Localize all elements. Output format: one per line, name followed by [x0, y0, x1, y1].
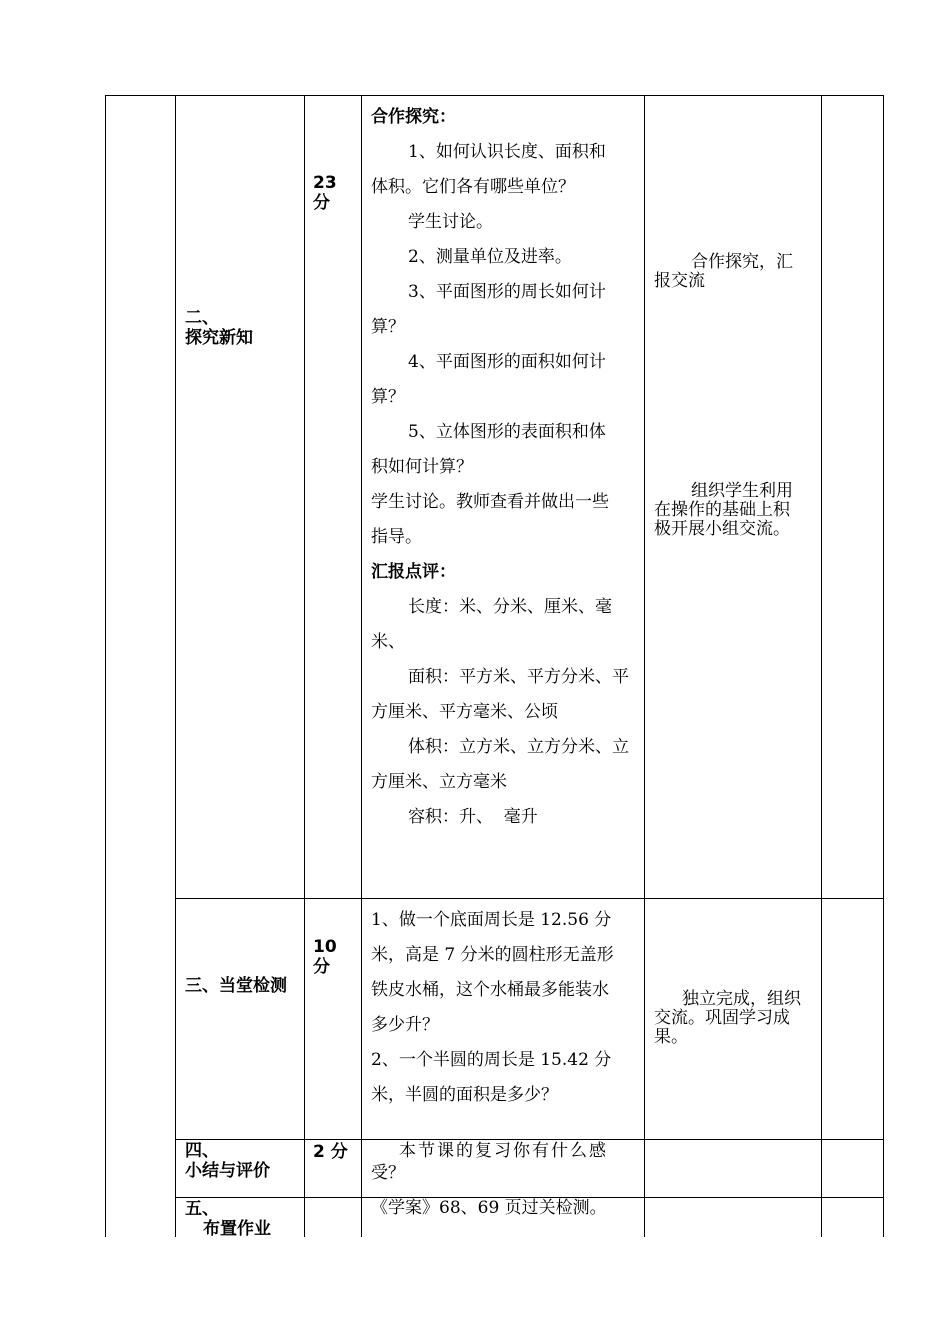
- stage-label: [185, 308, 253, 348]
- content-line: 学生讨论。教师查看并做出一些: [371, 492, 609, 512]
- activity-line: 合作探究，汇: [691, 252, 793, 272]
- content-line: 米，高是 7 分米的圆柱形无盖形: [371, 945, 614, 965]
- activity-line: 在操作的基础上积: [654, 500, 790, 520]
- content-line: 3、平面图形的周长如何计: [408, 282, 606, 302]
- stage-label: [185, 976, 287, 996]
- content-line: 体积。它们各有哪些单位？: [371, 177, 575, 197]
- stage-title: 三、当堂检测: [185, 976, 287, 996]
- activity-line: 交流。巩固学习成: [654, 1008, 790, 1028]
- stage-label: [185, 1199, 271, 1239]
- content-line: 2、测量单位及进率。: [408, 247, 572, 267]
- content-line: 长度：米、分米、厘米、毫: [408, 597, 612, 617]
- time-label: [313, 1142, 348, 1162]
- stage-number: 四、: [185, 1141, 219, 1161]
- time-unit: 分: [313, 193, 330, 213]
- activity-line: 果。: [654, 1027, 688, 1047]
- content-line: 体积：立方米、立方分米、立: [408, 737, 629, 757]
- content-line: 本节课的复习你有什么感: [399, 1141, 608, 1161]
- content-line: 容积：升、 毫升: [408, 807, 538, 827]
- time-unit: 分: [313, 957, 330, 977]
- stage-title: 探究新知: [185, 328, 253, 348]
- student-activity: [654, 990, 822, 1047]
- content-line: 方厘米、立方毫米: [371, 772, 507, 792]
- time-label: [313, 937, 337, 977]
- content-heading: 合作探究：: [371, 107, 456, 127]
- teacher-activity: [654, 482, 822, 539]
- content-line: 算？: [371, 317, 405, 337]
- teaching-content: [371, 903, 641, 1113]
- time-value: 23: [313, 173, 337, 193]
- content-line: 1、如何认识长度、面积和: [408, 142, 606, 162]
- content-line: 5、立体图形的表面积和体: [408, 422, 606, 442]
- table-border-left: [105, 95, 106, 1237]
- time-label: [313, 173, 337, 213]
- teaching-content: [371, 1197, 641, 1219]
- column-divider: [304, 95, 305, 1237]
- column-divider: [644, 95, 645, 1237]
- stage-number: 二、: [185, 308, 219, 328]
- content-line: 方厘米、平方毫米、公顷: [371, 702, 558, 722]
- content-heading: 汇报点评：: [371, 562, 456, 582]
- stage-title: 布置作业: [203, 1219, 271, 1239]
- content-line: 积如何计算？: [371, 457, 473, 477]
- student-activity: [654, 253, 822, 291]
- content-line: 铁皮水桶，这个水桶最多能装水: [371, 980, 609, 1000]
- content-line: 2、一个半圆的周长是 15.42 分: [371, 1050, 612, 1070]
- content-line: 1、做一个底面周长是 12.56 分: [371, 910, 612, 930]
- activity-line: 独立完成，组织: [682, 989, 801, 1009]
- stage-label: [185, 1141, 270, 1181]
- content-line: 学生讨论。: [408, 212, 493, 232]
- row-divider: [175, 898, 884, 899]
- teaching-content: [371, 1140, 641, 1184]
- content-line: 受？: [371, 1163, 405, 1183]
- time-value: 2 分: [313, 1142, 348, 1162]
- time-value: 10: [313, 937, 337, 957]
- content-line: 多少升？: [371, 1015, 439, 1035]
- table-border-right: [883, 95, 884, 1237]
- content-line: 指导。: [371, 527, 422, 547]
- activity-line: 极开展小组交流。: [654, 519, 790, 539]
- stage-title: 小结与评价: [185, 1161, 270, 1181]
- column-divider: [175, 95, 176, 1237]
- activity-line: 组织学生利用: [691, 481, 793, 501]
- content-line: 4、平面图形的面积如何计: [408, 352, 606, 372]
- content-line: 《学案》68、69 页过关检测。: [371, 1198, 607, 1218]
- stage-number: 五、: [185, 1199, 219, 1219]
- table-border-top: [105, 95, 884, 96]
- activity-line: 报交流: [654, 271, 705, 291]
- content-line: 米、: [371, 632, 405, 652]
- content-line: 面积：平方米、平方分米、平: [408, 667, 629, 687]
- content-line: 算？: [371, 387, 405, 407]
- column-divider: [361, 95, 362, 1237]
- content-line: 米，半圆的面积是多少？: [371, 1085, 558, 1105]
- teaching-content: [371, 100, 641, 835]
